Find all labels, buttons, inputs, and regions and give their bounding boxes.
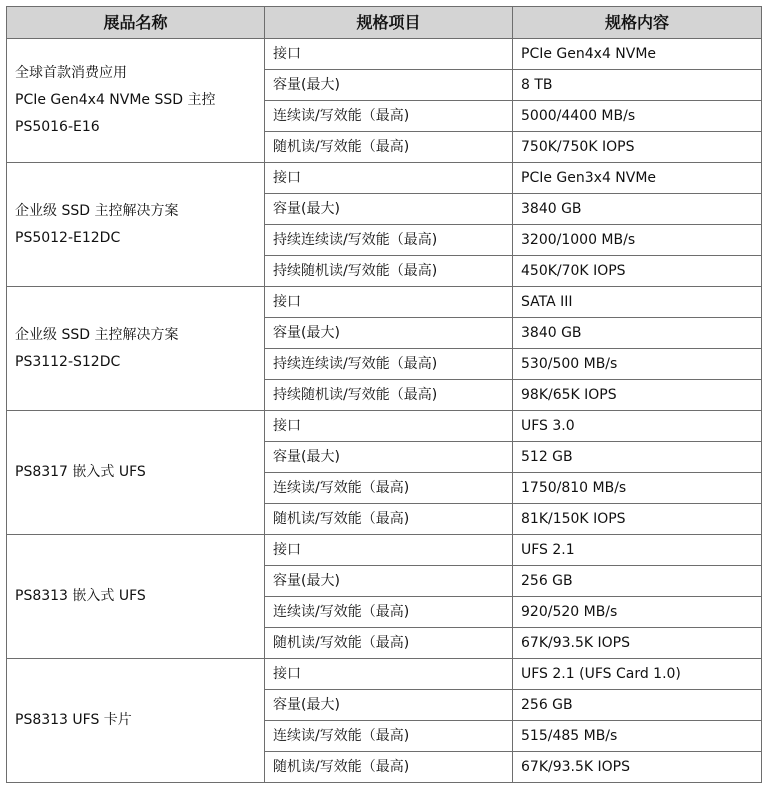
product-name-line: PS8313 嵌入式 UFS: [15, 588, 146, 604]
spec-item-cell: 随机读/写效能（最高): [265, 628, 513, 659]
product-name-cell: [7, 39, 265, 163]
spec-value-cell: 3840 GB: [513, 194, 762, 225]
spec-value-cell: PCIe Gen4x4 NVMe: [513, 39, 762, 70]
spec-value-cell: UFS 2.1 (UFS Card 1.0): [513, 659, 762, 690]
table-header: [7, 7, 762, 39]
spec-item-cell: 容量(最大): [265, 194, 513, 225]
table-body: [7, 39, 762, 783]
spec-value-cell: 750K/750K IOPS: [513, 132, 762, 163]
spec-item-cell: 接口: [265, 39, 513, 70]
spec-item-cell: 容量(最大): [265, 318, 513, 349]
header-row: [7, 7, 762, 39]
table-row: [7, 163, 762, 194]
spec-value-cell: 530/500 MB/s: [513, 349, 762, 380]
spec-value-cell: 512 GB: [513, 442, 762, 473]
spec-item-cell: 持续连续读/写效能（最高): [265, 225, 513, 256]
product-name-cell: [7, 163, 265, 287]
product-name-line: PS5012-E12DC: [15, 229, 121, 246]
spec-item-cell: 连续读/写效能（最高): [265, 473, 513, 504]
spec-item-cell: 连续读/写效能（最高): [265, 721, 513, 752]
spec-value-cell: UFS 3.0: [513, 411, 762, 442]
spec-item-cell: 容量(最大): [265, 690, 513, 721]
spec-value-cell: 81K/150K IOPS: [513, 504, 762, 535]
spec-item-cell: 持续随机读/写效能（最高): [265, 380, 513, 411]
spec-value-cell: SATA III: [513, 287, 762, 318]
spec-item-cell: 连续读/写效能（最高): [265, 597, 513, 628]
spec-value-cell: UFS 2.1: [513, 535, 762, 566]
product-name-line: 企业级 SSD 主控解决方案: [15, 202, 179, 219]
product-name-line: PS3112-S12DC: [15, 353, 121, 370]
spec-item-cell: 接口: [265, 287, 513, 318]
spec-item-cell: 接口: [265, 411, 513, 442]
spec-value-cell: 256 GB: [513, 566, 762, 597]
spec-item-cell: 容量(最大): [265, 442, 513, 473]
product-name-line: PCIe Gen4x4 NVMe SSD 主控: [15, 92, 216, 108]
product-name-line: 企业级 SSD 主控解决方案: [15, 326, 179, 343]
product-name-line: PS8317 嵌入式 UFS: [15, 464, 146, 480]
spec-item-cell: 接口: [265, 659, 513, 690]
header-product: 展品名称: [7, 7, 265, 39]
spec-item-cell: 连续读/写效能（最高): [265, 101, 513, 132]
spec-value-cell: 3840 GB: [513, 318, 762, 349]
spec-value-cell: 1750/810 MB/s: [513, 473, 762, 504]
spec-item-cell: 接口: [265, 535, 513, 566]
spec-value-cell: 256 GB: [513, 690, 762, 721]
spec-value-cell: 67K/93.5K IOPS: [513, 628, 762, 659]
spec-item-cell: 随机读/写效能（最高): [265, 504, 513, 535]
spec-value-cell: 3200/1000 MB/s: [513, 225, 762, 256]
spec-item-cell: 接口: [265, 163, 513, 194]
product-name-line: 全球首款消费应用: [15, 65, 127, 81]
spec-value-cell: 67K/93.5K IOPS: [513, 752, 762, 783]
product-name-line: PS5016-E16: [15, 119, 100, 135]
product-name-cell: [7, 659, 265, 783]
table-row: [7, 411, 762, 442]
table-row: [7, 287, 762, 318]
spec-value-cell: 515/485 MB/s: [513, 721, 762, 752]
spec-value-cell: 450K/70K IOPS: [513, 256, 762, 287]
spec-value-cell: 98K/65K IOPS: [513, 380, 762, 411]
product-name-cell: [7, 287, 265, 411]
spec-item-cell: 随机读/写效能（最高): [265, 752, 513, 783]
spec-value-cell: 8 TB: [513, 70, 762, 101]
table-row: [7, 39, 762, 70]
product-name-cell: [7, 535, 265, 659]
spec-item-cell: 容量(最大): [265, 566, 513, 597]
spec-item-cell: 随机读/写效能（最高): [265, 132, 513, 163]
product-name-cell: [7, 411, 265, 535]
header-item: 规格项目: [265, 7, 513, 39]
table-row: [7, 535, 762, 566]
spec-value-cell: 5000/4400 MB/s: [513, 101, 762, 132]
spec-value-cell: PCIe Gen3x4 NVMe: [513, 163, 762, 194]
product-name-line: PS8313 UFS 卡片: [15, 712, 132, 728]
spec-item-cell: 容量(最大): [265, 70, 513, 101]
header-content: 规格内容: [513, 7, 762, 39]
spec-item-cell: 持续连续读/写效能（最高): [265, 349, 513, 380]
spec-value-cell: 920/520 MB/s: [513, 597, 762, 628]
table-row: [7, 659, 762, 690]
spec-table: [6, 6, 762, 783]
spec-item-cell: 持续随机读/写效能（最高): [265, 256, 513, 287]
